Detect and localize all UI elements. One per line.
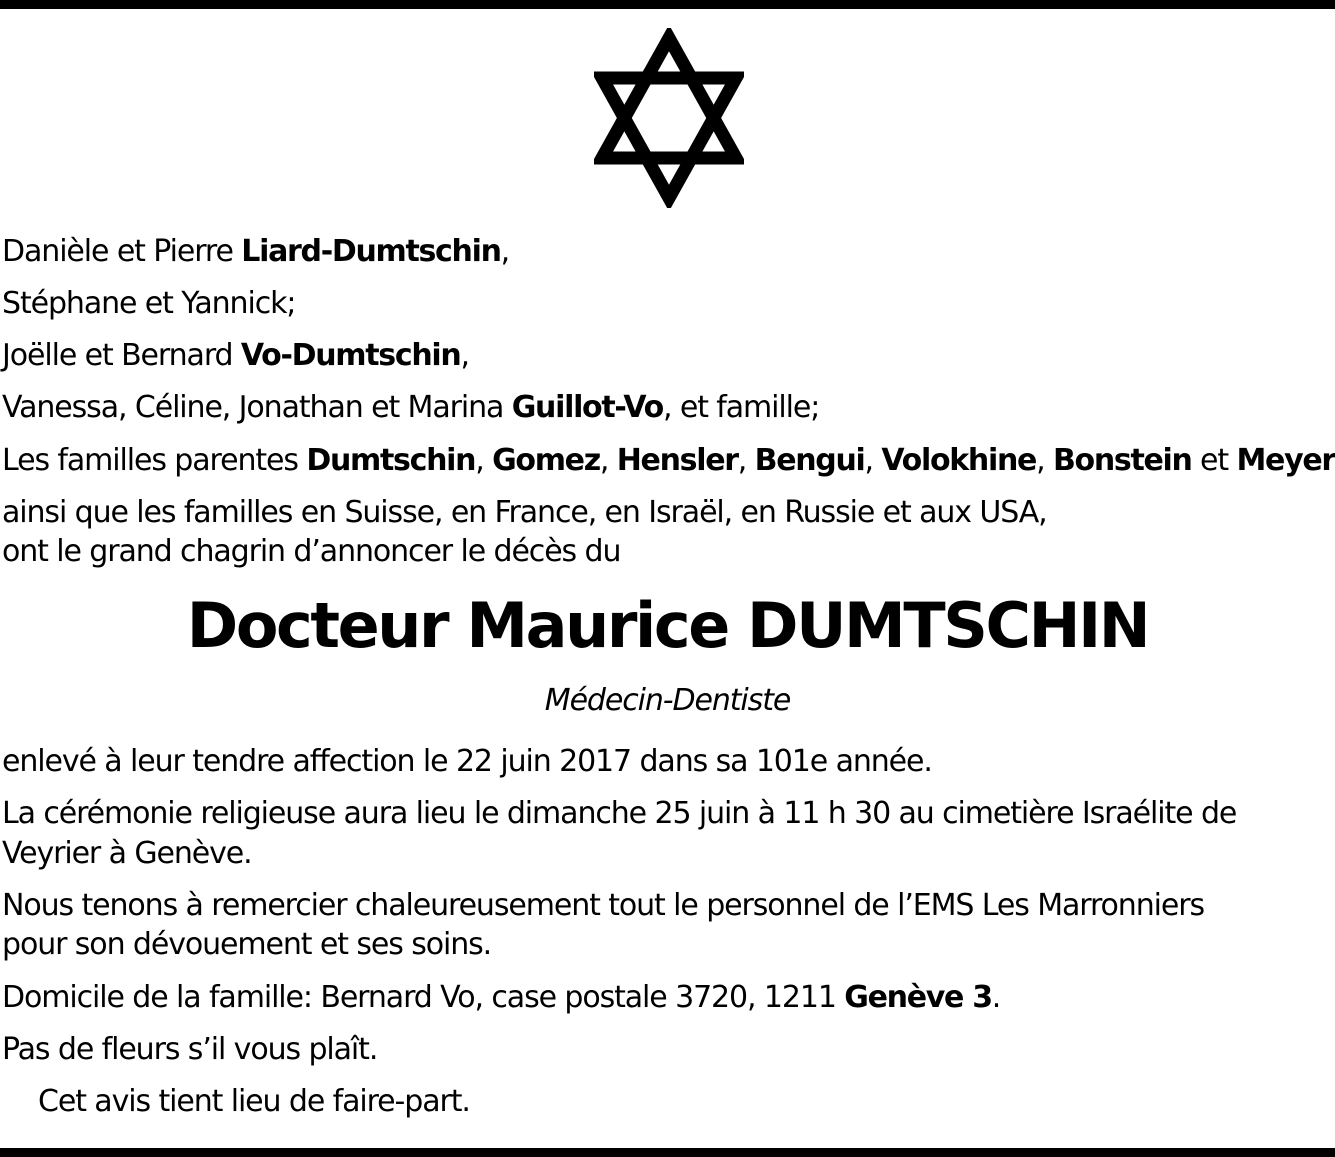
family-name: Meyer (1236, 443, 1335, 478)
family-name: Bengui (754, 443, 865, 478)
family-line-liard: Danièle et Pierre Liard-Dumtschin, (2, 234, 510, 269)
family-name: Dumtschin (306, 443, 476, 478)
family-name: Liard-Dumtschin (241, 234, 501, 269)
flowers-line: Pas de fleurs s’il vous plaît. (2, 1032, 378, 1067)
star-of-david-icon (594, 28, 744, 208)
thanks-line-2: pour son dévouement et ses soins. (2, 927, 492, 962)
deceased-name: Docteur Maurice DUMTSCHIN (186, 589, 1149, 662)
family-line-guillot: Vanessa, Céline, Jonathan et Marina Guillot-Vo, et famille; (2, 390, 820, 425)
bottom-rule (0, 1148, 1335, 1157)
deceased-profession: Médecin-Dentiste (544, 683, 791, 718)
family-line-parents: Les familles parentes Dumtschin, Gomez, Hensler, Bengui, Volokhine, Bonstein et Meyer (2, 443, 1335, 478)
top-rule (0, 0, 1335, 9)
family-name: Hensler (616, 443, 738, 478)
thanks-line-1: Nous tenons à remercier chaleureusement tout le personnel de l’EMS Les Marronniers (2, 888, 1204, 923)
family-name: Guillot-Vo (511, 390, 663, 425)
death-line: enlevé à leur tendre affection le 22 juin 2017 dans sa 101e année. (2, 744, 932, 779)
notice-line: Cet avis tient lieu de faire-part. (38, 1084, 470, 1119)
announcement-line: ont le grand chagrin d’annoncer le décès du (2, 534, 621, 569)
family-line-countries: ainsi que les familles en Suisse, en France, en Israël, en Russie et aux USA, (2, 495, 1047, 530)
domicile-line: Domicile de la famille: Bernard Vo, case postale 3720, 1211 Genève 3. (2, 980, 1001, 1015)
family-line-stephane: Stéphane et Yannick; (2, 286, 296, 321)
ceremony-line-1: La cérémonie religieuse aura lieu le dimanche 25 juin à 11 h 30 au cimetière Israélite de (2, 796, 1237, 831)
family-name: Bonstein (1052, 443, 1192, 478)
domicile-city: Genève 3 (844, 980, 992, 1015)
family-name: Gomez (492, 443, 600, 478)
family-line-vo: Joëlle et Bernard Vo-Dumtschin, (2, 338, 469, 373)
ceremony-line-2: Veyrier à Genève. (2, 836, 252, 871)
family-name: Vo-Dumtschin (240, 338, 461, 373)
family-name: Volokhine (881, 443, 1037, 478)
